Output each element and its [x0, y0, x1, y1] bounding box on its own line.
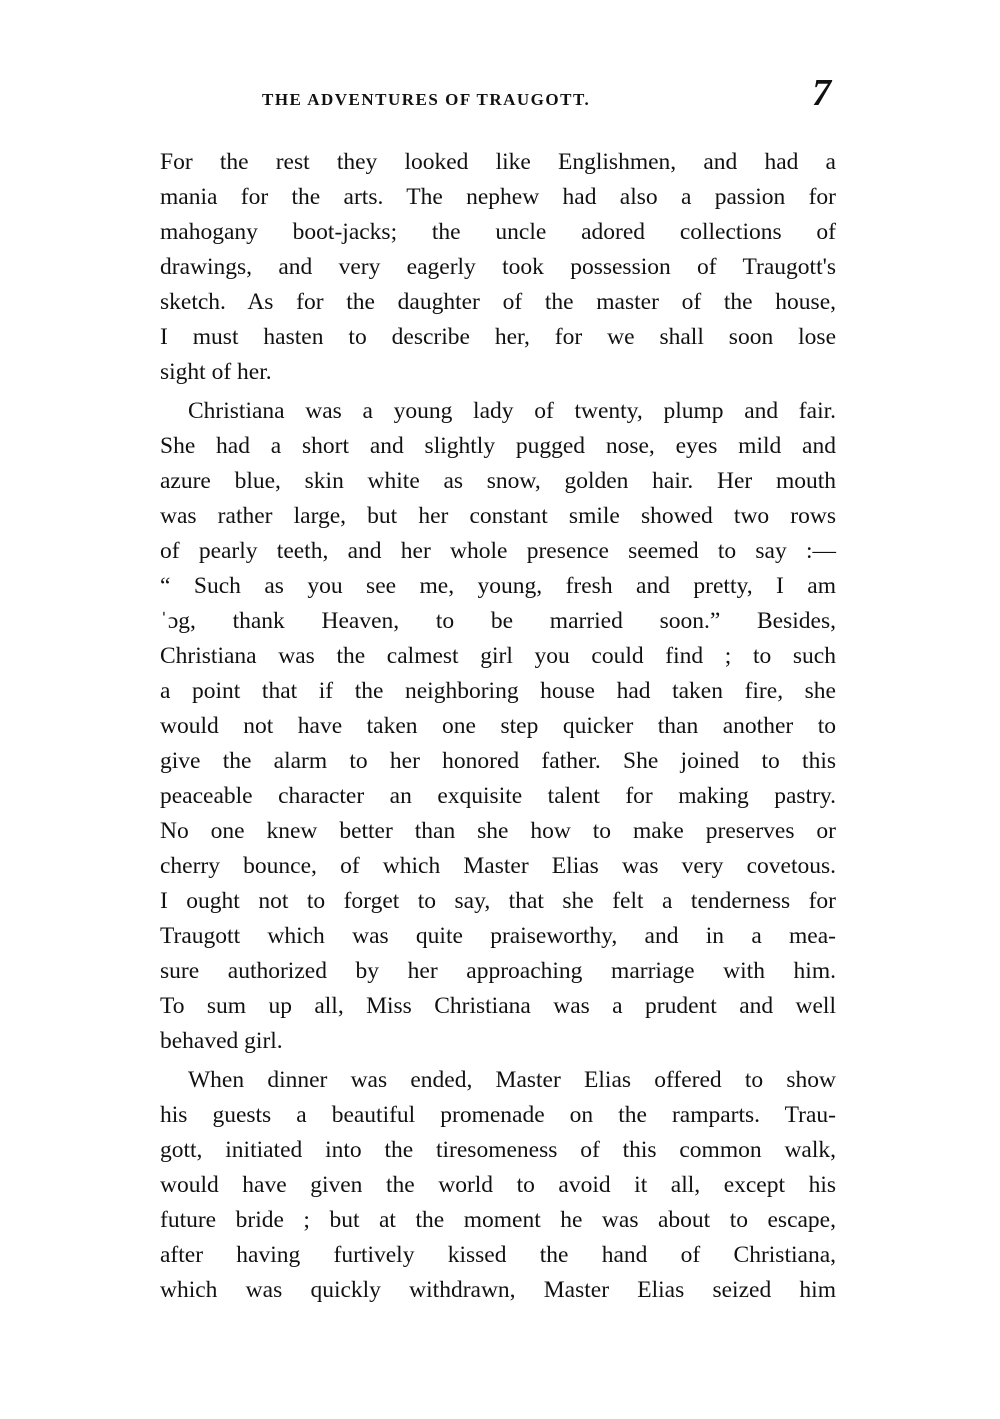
- text-line: No one knew better than she how to make preserves or: [160, 818, 836, 844]
- text-line: cherry bounce, of which Master Elias was very covetous.: [160, 853, 836, 879]
- text-line: would have given the world to avoid it all, except his: [160, 1172, 836, 1198]
- text-line: give the alarm to her honored father. She joined to this: [160, 748, 836, 774]
- body-text: [160, 145, 836, 1308]
- running-title: THE ADVENTURES OF TRAUGOTT.: [262, 90, 591, 109]
- text-line: Traugott which was quite praiseworthy, and in a mea-: [160, 923, 836, 949]
- text-line: Christiana was a young lady of twenty, plump and fair.: [188, 398, 836, 424]
- text-line: a point that if the neighboring house had taken fire, she: [160, 678, 836, 704]
- text-line: sight of her.: [160, 359, 272, 385]
- paragraph: [160, 1063, 836, 1308]
- text-line: azure blue, skin white as snow, golden hair. Her mouth: [160, 468, 836, 494]
- text-line: his guests a beautiful promenade on the ramparts. Trau-: [160, 1102, 836, 1128]
- text-line: drawings, and very eagerly took possession of Traugott's: [160, 254, 836, 280]
- text-line: would not have taken one step quicker than another to: [160, 713, 836, 739]
- text-line: sketch. As for the daughter of the master of the house,: [160, 289, 836, 315]
- text-line: after having furtively kissed the hand of Christiana,: [160, 1242, 836, 1268]
- text-line: mania for the arts. The nephew had also a passion for: [160, 184, 836, 210]
- paragraph: [160, 394, 836, 1059]
- text-line: I ought not to forget to say, that she felt a tenderness for: [160, 888, 836, 914]
- text-line: future bride ; but at the moment he was about to escape,: [160, 1207, 836, 1233]
- text-line: of pearly teeth, and her whole presence seemed to say :—: [160, 538, 836, 564]
- paragraph: [160, 145, 836, 390]
- text-line: which was quickly withdrawn, Master Elias seized him: [160, 1277, 836, 1303]
- text-line: behaved girl.: [160, 1028, 283, 1054]
- text-line: She had a short and slightly pugged nose, eyes mild and: [160, 433, 836, 459]
- text-line: mahogany boot-jacks; the uncle adored collections of: [160, 219, 836, 245]
- text-line: When dinner was ended, Master Elias offered to show: [188, 1067, 836, 1093]
- text-line: Christiana was the calmest girl you could find ; to such: [160, 643, 836, 669]
- text-line: was rather large, but her constant smile showed two rows: [160, 503, 836, 529]
- text-line: gott, initiated into the tiresomeness of this common walk,: [160, 1137, 836, 1163]
- text-line: peaceable character an exquisite talent for making pastry.: [160, 783, 836, 809]
- text-line: For the rest they looked like Englishmen, and had a: [160, 149, 836, 175]
- text-line: I must hasten to describe her, for we shall soon lose: [160, 324, 836, 350]
- text-line: To sum up all, Miss Christiana was a prudent and well: [160, 993, 836, 1019]
- text-line: “ Such as you see me, young, fresh and pretty, I am: [160, 573, 836, 599]
- page-number: 7: [812, 72, 831, 114]
- text-line: ˈɔg, thank Heaven, to be married soon.” Besides,: [160, 608, 836, 634]
- text-line: sure authorized by her approaching marriage with him.: [160, 958, 836, 984]
